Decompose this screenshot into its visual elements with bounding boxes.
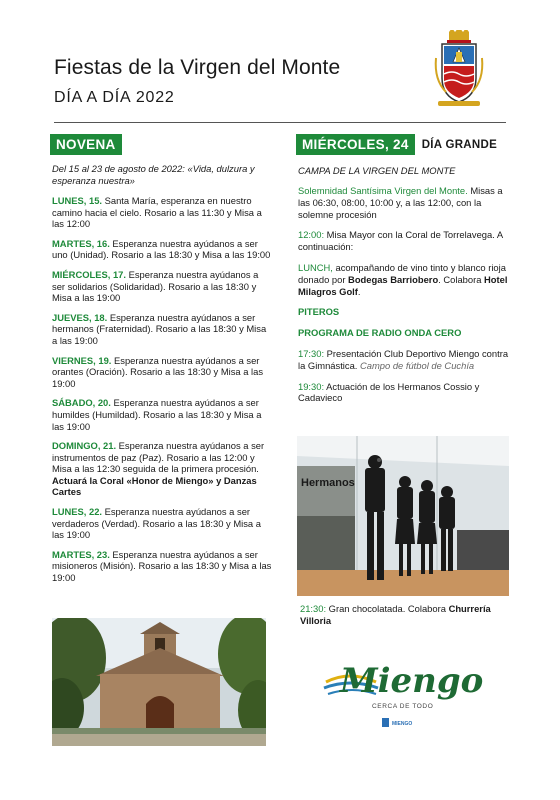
entry-text: Esperanza nuestra ayúdanos a ser instrumentos de paz (Paz). Rosario a las 12:00 y Misa a las 12:30 seguida de la primera procesión. — [52, 440, 265, 475]
novena-entry — [50, 312, 272, 347]
misa-text: Misa Mayor con la Coral de Torrelavega. A continuación: — [298, 229, 503, 253]
entry-highlight: Actuará la Coral «Honor de Miengo» y Danzas Cartes — [52, 474, 257, 498]
page-title: Fiestas de la Virgen del Monte — [54, 56, 341, 79]
logo-small-text: MIENGO — [392, 721, 413, 727]
event-location: CAMPA DE LA VIRGEN DEL MONTE — [298, 165, 456, 176]
lunch-end: . — [357, 285, 361, 297]
novena-entry — [50, 238, 272, 261]
match-place: Campo de fútbol de Cuchía — [360, 359, 475, 371]
lunch-text-2: . Colabora — [438, 273, 485, 285]
entry-day: MARTES, 16. — [52, 237, 110, 249]
dia-grande-label: DÍA GRANDE — [421, 138, 498, 151]
novena-entry — [50, 269, 272, 304]
choco-text: Gran chocolatada. Colabora — [326, 603, 449, 614]
logo-tagline: CERCA DE TODO — [372, 703, 434, 710]
page-subtitle: DÍA A DÍA 2022 — [54, 89, 175, 106]
novena-column — [50, 134, 272, 584]
entry-text: Esperanza nuestra ayúdanos a ser humildes (Humildad). Rosario a las 18:30 y Misa a las 19:00 — [52, 397, 262, 432]
lunch-entry — [296, 262, 516, 297]
banner-text: Hermanos — [301, 477, 355, 489]
piteros-label: PITEROS — [298, 306, 340, 318]
entry-day: LUNES, 15. — [52, 195, 103, 206]
solemnidad-entry — [296, 185, 516, 220]
solemnidad-title: Solemnidad Santísima Virgen del Monte. — [298, 185, 468, 196]
header-divider — [54, 122, 506, 123]
entry-day: JUEVES, 18. — [52, 311, 108, 323]
wednesday-tag: MIÉRCOLES, 24 — [296, 134, 415, 155]
solemnidad-text: Misas a las 06:30, 08:00, 10:00 y, a las 12:00, con la solemne procesión — [298, 185, 503, 220]
novena-entry — [50, 549, 272, 584]
miengo-logo — [320, 648, 490, 748]
novena-entry — [50, 506, 272, 541]
entry-day: VIERNES, 19. — [52, 354, 112, 366]
singers-photo — [297, 436, 509, 596]
novena-entry — [50, 195, 272, 230]
entry-text: Esperanza nuestra ayúdanos a ser verdaderos (Verdad). Rosario a las 18:30 y Misa a las 19:00 — [52, 506, 261, 541]
entry-day: LUNES, 22. — [52, 506, 103, 518]
coat-of-arms-icon — [432, 30, 486, 110]
concert-time: 19:30: — [298, 380, 325, 392]
concert-entry — [296, 381, 516, 405]
chapel-photo — [52, 618, 266, 746]
choco-sponsor: Churrería Villoria — [300, 603, 491, 626]
novena-entry — [50, 440, 272, 498]
misa-time: 12:00: — [298, 229, 325, 241]
wednesday-column — [296, 134, 516, 404]
wednesday-heading — [296, 134, 516, 155]
novena-entry — [50, 355, 272, 390]
entry-text: Esperanza nuestra ayúdanos a ser orantes (Oración). Rosario a las 18:30 y Misa a las 19:00 — [52, 354, 264, 389]
match-time: 17:30: — [298, 347, 325, 359]
entry-text: Esperanza nuestra ayúdanos a ser solidarios (Solidaridad). Rosario a las 18:30 y Misa a las 19:00 — [52, 268, 259, 304]
novena-intro: Del 15 al 23 de agosto de 2022: «Vida, dulzura y esperanza nuestra» — [52, 163, 255, 186]
concert-text: Actuación de los Hermanos Cossio y Cadavieco — [298, 380, 480, 404]
novena-tag: NOVENA — [50, 134, 122, 155]
logo-wordmark: Miengo — [340, 661, 484, 701]
entry-text: Esperanza nuestra ayúdanos a ser hermanos (Fraternidad). Rosario a las 18:30 y Misa a las 19:00 — [52, 311, 267, 346]
misa-mayor-entry — [296, 229, 516, 253]
entry-text: Santa María, esperanza en nuestro camino hacia el cielo. Rosario a las 11:30 y Misa a las 12:00 — [52, 195, 262, 230]
small-crest-icon — [382, 718, 389, 727]
radio-program-label: PROGRAMA DE RADIO ONDA CERO — [298, 327, 462, 339]
choco-time: 21:30: — [300, 603, 327, 614]
entry-day: SÁBADO, 20. — [52, 397, 111, 409]
match-text: Presentación Club Deportivo Miengo contra la Gimnástica. — [298, 347, 509, 371]
chocolatada-entry — [300, 603, 510, 627]
lunch-label: LUNCH, — [298, 261, 333, 273]
entry-text: Esperanza nuestra ayúdanos a ser uno (Unidad). Rosario a las 18:30 y Misa a las 19:00 — [52, 237, 271, 261]
lunch-hotel: Hotel Milagros Golf — [298, 273, 508, 297]
entry-day: DOMINGO, 21. — [52, 440, 117, 452]
novena-entry — [50, 397, 272, 432]
lunch-text: acompañando de vino tinto y blanco rioja donado por — [298, 261, 506, 285]
match-entry — [296, 348, 516, 372]
lunch-sponsor: Bodegas Barriobero — [348, 273, 439, 285]
page-header — [54, 56, 340, 107]
entry-day: MARTES, 23. — [52, 548, 110, 560]
entry-day: MIÉRCOLES, 17. — [52, 268, 126, 280]
entry-text: Esperanza nuestra ayúdanos a ser misioneros (Misión). Rosario a las 18:30 y Misa a las 19:00 — [52, 548, 272, 584]
